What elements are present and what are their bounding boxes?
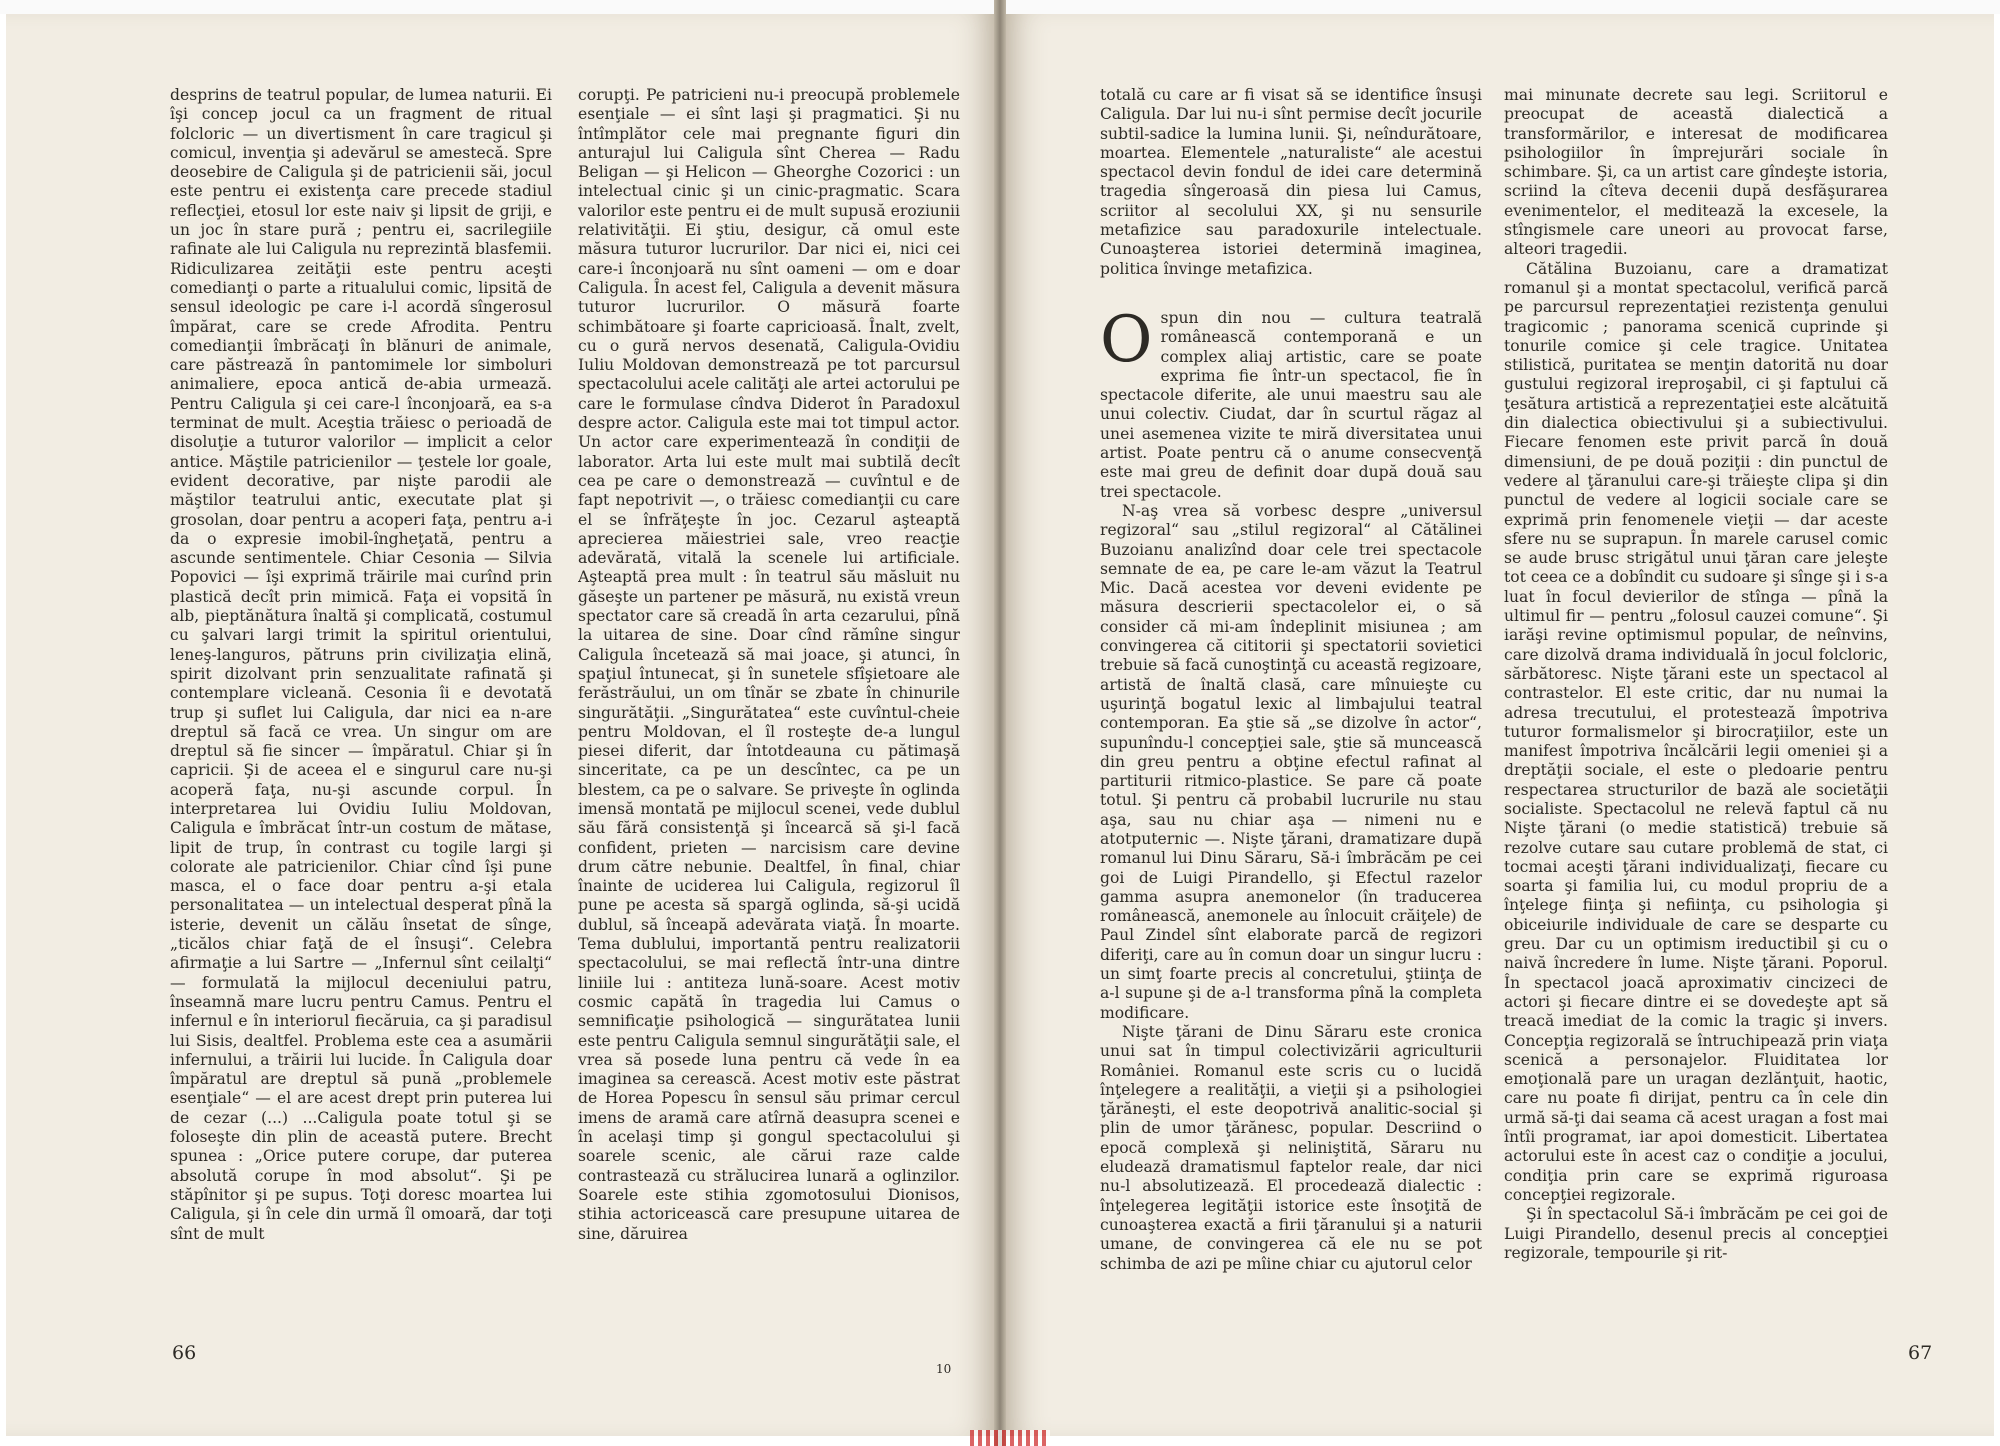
paragraph: totală cu care ar fi visat să se identifice însuşi Caligula. Dar lui nu-i sînt permise decît jocurile subtil-sadice la lumina lunii. Şi, neîndurătoare, moartea. Elementele „naturaliste“ ale acestui spectacol devin fondul de idei care determină tragedia sîngeroasă din piesa lui Camus, scriitor al secolului XX, şi nu sensurile metafizice sau paradoxurile intelectuale. Cunoaşterea istoriei determină imaginea, politica învinge metafizica.	[1100, 86, 1482, 278]
right-page	[1006, 14, 1994, 1436]
right-page-column-1	[1100, 86, 1482, 1316]
paragraph: Nişte ţărani de Dinu Săraru este cronica unui sat în timpul colectivizării agriculturii României. Romanul este scris cu o lucidă înţelegere a realităţii, a vieţii şi a psihologiei ţărăneşti, el este deopotrivă analitic-social şi plin de umor ţărănesc, popular. Descriind o epocă complexă şi neliniştită, Săraru nu eludează dramatismul faptelor reale, dar nici nu-l absolutizează. El procedează dialectic : înţelegerea legităţii istorice este însoţită de cunoaşterea exactă a firii ţăranului şi a naturii umane, de convingerea că ele nu se pot schimba de azi pe mîine chiar cu ajutorul celor	[1100, 1022, 1482, 1273]
binding-tape	[970, 1430, 1050, 1446]
right-page-column-2	[1504, 86, 1888, 1316]
paragraph: desprins de teatrul popular, de lumea naturii. Ei îşi concep jocul ca un fragment de ritual folcloric — un divertisment în care tragicul şi comicul, invenţia şi adevărul se amestecă. Spre deosebire de Caligula şi de patricienii săi, jocul este pentru ei existenţa care precede stadiul reflecţiei, etosul lor este naiv şi lipsit de griji, e un joc în stare pură ; pentru ei, sacrilegiile rafinate ale lui Caligula nu reprezintă blasfemii. Ridiculizarea zeităţii este pentru aceşti comedianţi o parte a ritualului comic, lipsită de sensul ideologic pe care i-l acordă sîngerosul împărat, care se crede Afrodita. Pentru comedianţii îmbrăcaţi în blănuri de animale, care păstrează în pantomimele lor simboluri animaliere, epoca antică de-abia urmează. Pentru Caligula şi cei care-l înconjoară, ea s-a terminat de mult. Aceştia trăiesc o perioadă de disoluţie a tuturor valorilor — implicit a celor antice. Măştile patricienilor — ţestele lor goale, evident decorative, par nişte parodii ale măştilor teatrului antic, executate plat şi grosolan, doar pentru a acoperi faţa, pentru a-i da o expresie imobil-îngheţată, pentru a ascunde sentimentele. Chiar Cesonia — Silvia Popovici — îşi exprimă trăirile mai curînd prin plastică decît prin mimică. Faţa ei vopsită în alb, pieptănătura înaltă şi complicată, costumul cu şalvari largi trimit la spiritul orientului, leneş-languros, pătruns prin civilizaţia elină, spirit dizolvant prin senzualitate rafinată şi contemplare vicleană. Cesonia îi e devotată trup şi suflet lui Caligula, dar nici ea n-are dreptul să facă ce vrea. Un singur om are dreptul să fie sincer — împăratul. Chiar şi în capricii. Şi de aceea el e singurul care nu-şi acoperă faţa, nu-şi ascunde corpul. În interpretarea lui Ovidiu Iuliu Moldovan, Caligula e îmbrăcat într-un costum de mătase, lipit de trup, în contrast cu togile largi şi colorate ale patricienilor. Chiar cînd îşi pune masca, el o face doar pentru a-şi etala personalitatea — un intelectual desperat pînă la isterie, devenit un călău însetat de sînge, „ticălos chiar faţă de el însuşi“. Celebra afirmaţie a lui Sartre — „Infernul sînt ceilalţi“ — formulată la mijlocul deceniului patru, înseamnă mare lucru pentru Camus. Pentru el infernul e în interiorul fiecăruia, ca şi paradisul lui Sisis, dealtfel. Problema este cea a asumării infernului, a trăirii lui lucide. În Caligula doar împăratul are dreptul să pună „problemele esenţiale“ — el are acest drept prin puterea lui de cezar (...) ...Caligula poate totul şi se foloseşte din plin de această putere. Brecht spunea : „Orice putere corupe, dar puterea absolută corupe în mod absolut“. Şi pe stăpînitor şi pe supus. Toţi doresc moartea lui Caligula, şi în cele din urmă îl omoară, dar toţi sînt de mult	[170, 86, 552, 1243]
left-page-column-2	[578, 86, 960, 1316]
page-number: 67	[1908, 1342, 1933, 1364]
paragraph: corupţi. Pe patricieni nu-i preocupă problemele esenţiale — ei sînt laşi şi pragmatici. Şi nu întîmplător cele mai pregnante figuri din anturajul lui Caligula sînt Cherea — Radu Beligan — şi Helicon — Gheorghe Cozorici : un intelectual cinic şi un cinic-pragmatic. Scara valorilor este pentru ei de mult supusă eroziunii relativităţii. Ei ştiu, desigur, că omul este măsura tuturor lucrurilor. Dar nici ei, nici cei care-i înconjoară nu sînt oameni — om e doar Caligula. În acest fel, Caligula a devenit măsura tuturor lucrurilor. O măsură foarte schimbătoare şi foarte capricioasă. Înalt, zvelt, cu o gură nervos desenată, Caligula-Ovidiu Iuliu Moldovan demonstrează pe tot parcursul spectacolului acele calităţi ale artei actorului pe care le formulase cîndva Diderot în Paradoxul despre actor. Caligula este mai tot timpul actor. Un actor care experimentează în condiţii de laborator. Arta lui este mult mai subtilă decît cea pe care o demonstrează — cuvîntul e de fapt nepotrivit —, o trăiesc comedianţii cu care el se înfrăţeşte în joc. Cezarul aşteaptă aprecierea măiestriei sale, vreo reacţie adevărată, vitală la scenele lui artificiale. Aşteaptă prea mult : în teatrul său măsluit nu găseşte un partener pe măsură, nu există vreun spectator care să creadă în arta cezarului, pînă la uitarea de sine. Doar cînd rămîne singur Caligula încetează să mai joace, şi atunci, în spaţiul întunecat, şi în sunetele sfîşietoare ale ferăstrăului, un om tînăr se zbate în chinurile singurătăţii. „Singurătatea“ este cuvîntul-cheie pentru Moldovan, el îl rosteşte de-a lungul piesei diferit, dar întotdeauna cu pătimaşă sinceritate, ca pe un descîntec, ca pe un blestem, ca pe o salvare. Se priveşte în oglinda imensă montată pe mijlocul scenei, vede dublul său fără consistenţă şi încearcă să şi-l facă confident, prieten — narcisism care devine drum către nebunie. Dealtfel, în final, chiar înainte de uciderea lui Caligula, regizorul îl pune pe acesta să spargă oglinda, să-şi ucidă dublul, să înceapă adevărata viaţă. În moarte. Tema dublului, importantă pentru realizatorii spectacolului, se mai reflectă într-una dintre liniile lui : antiteza lună-soare. Acest motiv cosmic capătă în tragedia lui Camus o semnificaţie psihologică — singurătatea lunii este pentru Caligula semnul singurătăţii sale, el vrea să posede luna pentru că vede în ea imaginea sa cerească. Acest motiv este păstrat de Horea Popescu în sensul său primar cercul imens de aramă care atîrnă deasupra scenei e în acelaşi timp şi gongul spectacolului şi soarele scenic, ale cărui raze calde contrastează cu strălucirea lunară a oglinzilor. Soarele este stihia zgomotosului Dionisos, stihia actoricească care presupune uitarea de sine, dăruirea	[578, 86, 960, 1243]
left-page-column-1	[170, 86, 552, 1316]
paragraph: Cătălina Buzoianu, care a dramatizat romanul şi a montat spectacolul, verifică parcă pe parcursul reprezentaţiei rezistenţa genului tragicomic ; panorama scenică cuprinde şi tonurile comice şi cele tragice. Unitatea stilistică, puritatea se menţin datorită nu doar gustului regizoral ireproşabil, ci şi faptului că ţesătura artistică a reprezentaţiei este alcătuită din dialectica obiectivului şi a subiectivului. Fiecare fenomen este privit parcă în două dimensiuni, de pe două poziţii : din punctul de vedere al ţăranului care-şi trăieşte clipa şi din punctul de vedere al logicii sociale care se exprimă prin fenomenele vieţii — dar aceste sfere nu se suprapun. În marele carusel comic se aude brusc strigătul unui ţăran care jeleşte tot ceea ce a dobîndit cu sudoare şi sînge şi i s-a luat în focul devierilor de stînga — pînă la ultimul fir — pentru „folosul cauzei comune“. Şi iarăşi revine optimismul popular, de neînvins, care dizolvă drama individuală în jocul folcloric, sărbătoresc. Nişte ţărani este un spectacol al contrastelor. El este critic, dar nu numai la adresa trecutului, el protestează împotriva tuturor formalismelor şi birocraţiilor, este un manifest împotriva încălcării legii omeniei şi a dreptăţii sociale, el este o pledoarie pentru respectarea structurilor de bază ale societăţii socialiste. Spectacolul ne relevă faptul că nu Nişte ţărani (o medie statistică) trebuie să rezolve cutare sau cutare problemă de stat, ci tocmai aceşti ţărani individualizaţi, fiecare cu soarta şi familia lui, cu modul propriu de a înţelege fiinţa şi nefiinţa, cu psihologia şi obiceiurile individuale de care se desparte cu greu. Dar cu un optimism ireductibil şi cu o naivă încredere în lume. Nişte ţărani. Poporul. În spectacol joacă aproximativ cincizeci de actori şi fiecare dintre ei se dovedeşte apt să treacă imediat de la comic la tragic şi invers. Concepţia regizorală se întruchipează prin viaţa scenică a personajelor. Fluiditatea lor emoţională pare un uragan dezlănţuit, haotic, care nu poate fi dirijat, pentru ca în cele din urmă să-ţi dai seama că acest uragan a fost mai întîi programat, iar apoi domesticit. Libertatea actorului este în acest caz o condiţie a jocului, condiţia prin care se exprimă riguroasa concepţiei regizorale.	[1504, 259, 1888, 1204]
page-number: 66	[172, 1342, 197, 1364]
paragraph: N-aş vrea să vorbesc despre „universul regizoral“ sau „stilul regizoral“ al Cătălinei Buzoianu analizînd doar cele trei spectacole semnate de ea, pe care le-am văzut la Teatrul Mic. Dacă acestea vor deveni evidente pe măsura descrierii spectacolelor ei, o să consider că mi-am îndeplinit misiunea ; am convingerea că cititorii şi spectatorii sovietici trebuie să facă cunoştinţă cu această regizoare, artistă de înaltă clasă, care mînuieşte cu uşurinţă bogatul lexic al limbajului teatral contemporan. Ea ştie să „se dizolve în actor“, supunîndu-l concepţiei sale, ştie să muncească din greu pentru a obţine efectul rafinat al partiturii ritmico-plastice. Se pare că poate totul. Şi pentru că probabil lucrurile nu stau aşa, sau nu chiar aşa — nimeni nu e atotputernic —. Nişte ţărani, dramatizare după romanul lui Dinu Săraru, Să-i îmbrăcăm pe cei goi de Luigi Pirandello, şi Efectul razelor gamma asupra anemonelor (în traducerea românească, anemonele au înlocuit crăiţele) de Paul Zindel sînt elaborate parcă de regizori diferiţi, care au în comun doar un singur lucru : un simţ foarte precis al concretului, ştiinţa de a-l supune şi de a-l transforma pînă la completa modificare.	[1100, 501, 1482, 1022]
left-page	[6, 14, 994, 1436]
book-gutter	[994, 0, 1006, 1446]
paragraph-dropcap: Ospun din nou — cultura teatrală românească contemporană e un complex aliaj artistic, care se poate exprima fie într-un spectacol, fie în spectacole diferite, ale unui maestru sau ale unui colectiv. Ciudat, dar în scurtul răgaz al unei asemenea vizite te miră diversitatea unui artist. Poate pentru că o anume consecvenţă este mai greu de definit doar după două sau trei spectacole.	[1100, 302, 1482, 501]
paragraph: Şi în spectacolul Să-i îmbrăcăm pe cei goi de Luigi Pirandello, desenul precis al concepţiei regizorale, tempourile şi rit-	[1504, 1205, 1888, 1262]
paragraph: mai minunate decrete sau legi. Scriitorul e preocupat de această dialectică a transformărilor, e interesat de modificarea psihologiilor în împrejurări sociale în schimbare. Şi, ca un artist care gîndeşte istoria, scriind la cîteva decenii după desfăşurarea evenimentelor, el meditează la excesele, la stîngismele care uneori au provocat farse, alteori tragedii.	[1504, 86, 1888, 259]
signature-mark: 10	[936, 1362, 952, 1376]
